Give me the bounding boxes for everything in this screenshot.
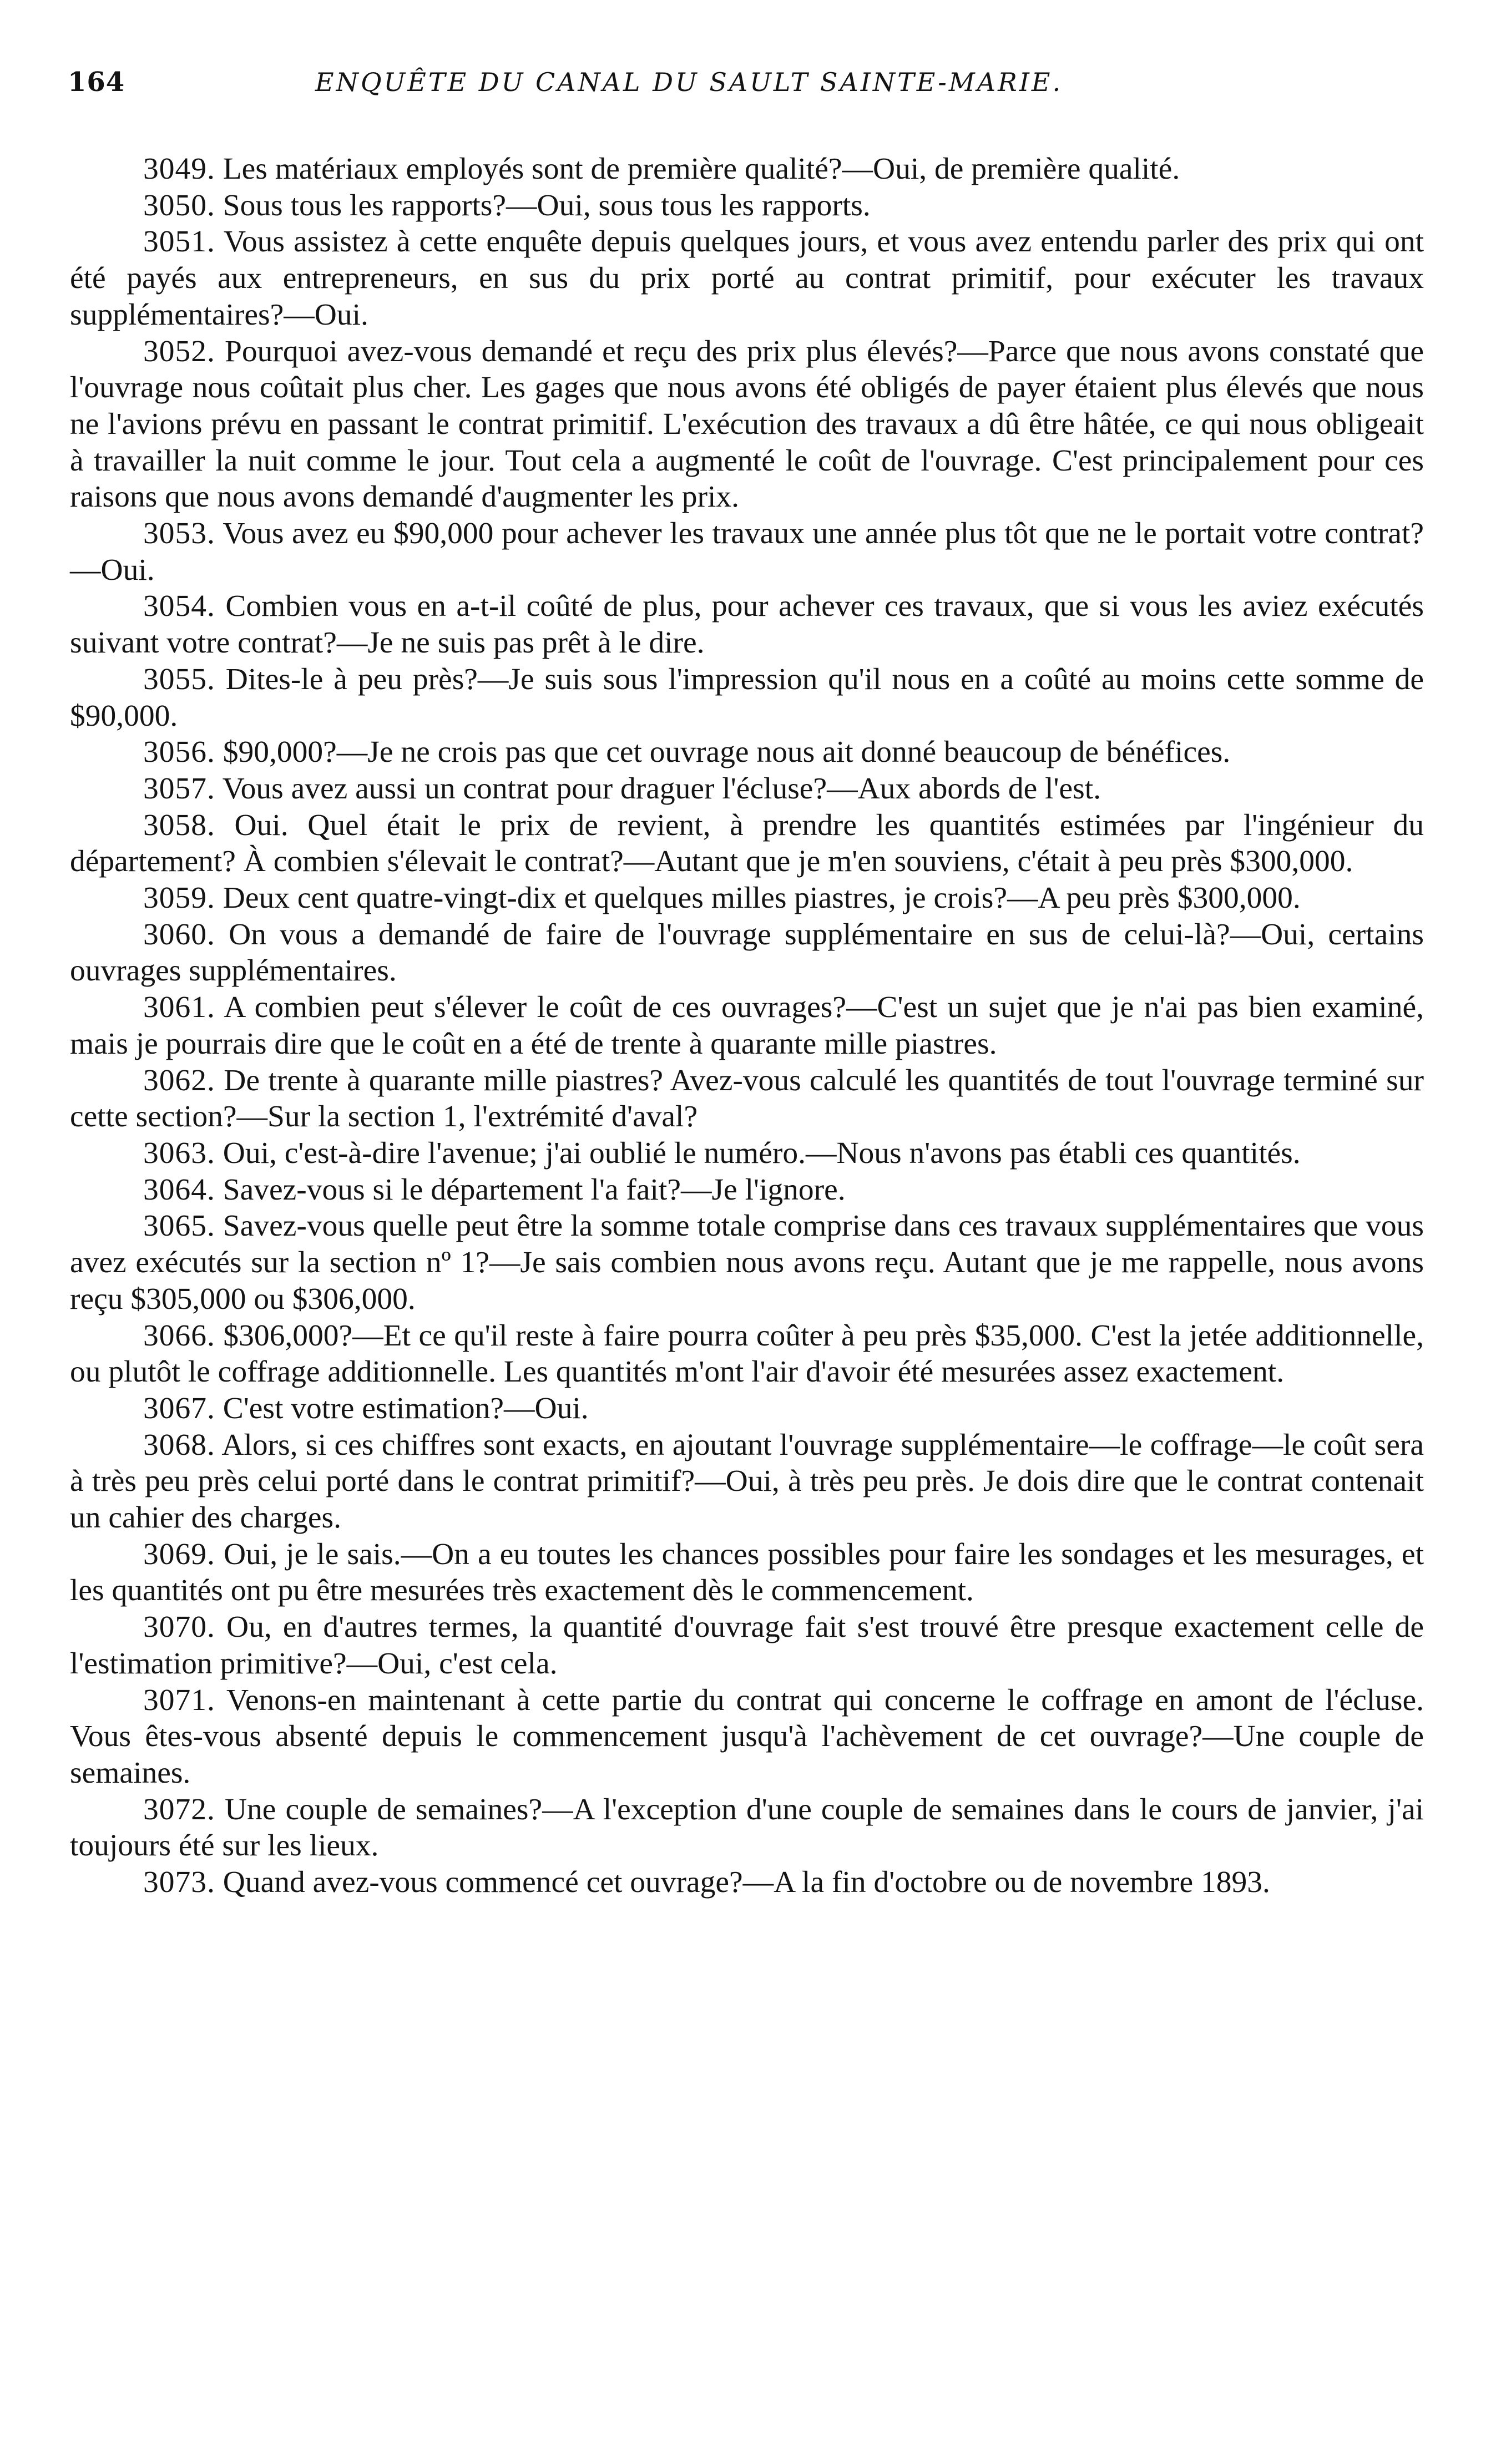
entry-text: Dites-le à peu près?—Je suis sous l'impression qu'il nous en a coûté au moins cette somme de $90,000. xyxy=(70,662,1424,733)
question-number: 3072. xyxy=(143,1792,215,1827)
question-number: 3058. xyxy=(143,808,215,842)
question-number: 3064. xyxy=(143,1172,215,1207)
question-number: 3062. xyxy=(143,1063,215,1097)
testimony-body xyxy=(70,151,1424,1901)
testimony-entry xyxy=(70,1172,1424,1208)
testimony-entry xyxy=(70,588,1424,661)
entry-text: Ou, en d'autres termes, la quantité d'ouvrage fait s'est trouvé être presque exactement celle de l'estimation primitive?—Oui, c'est cela. xyxy=(70,1610,1424,1681)
entry-text: Alors, si ces chiffres sont exacts, en ajoutant l'ouvrage supplémentaire—le coffrage—le coût sera à très peu près celui porté dans le contrat primitif?—Oui, à très peu près. Je dois dire que le contrat contenait un cahier des charges. xyxy=(70,1428,1424,1535)
entry-text: Sous tous les rapports?—Oui, sous tous les rapports. xyxy=(223,188,871,222)
testimony-entry xyxy=(70,1427,1424,1536)
entry-text: Oui, je le sais.—On a eu toutes les chances possibles pour faire les sondages et les mesurages, et les quantités ont pu être mesurées très exactement dès le commencement. xyxy=(70,1537,1424,1608)
question-number: 3065. xyxy=(143,1209,215,1243)
entry-text: A combien peut s'élever le coût de ces ouvrages?—C'est un sujet que je n'ai pas bien examiné, mais je pourrais dire que le coût en a été de trente à quarante mille piastres. xyxy=(70,990,1424,1061)
testimony-entry xyxy=(70,661,1424,734)
testimony-entry xyxy=(70,224,1424,333)
entry-text: Vous avez aussi un contrat pour draguer l'écluse?—Aux abords de l'est. xyxy=(222,771,1101,806)
entry-text: Pourquoi avez-vous demandé et reçu des prix plus élevés?—Parce que nous avons constaté que l'ouvrage nous coûtait plus cher. Les gages que nous avons été obligés de payer étaient plus élevés que nous ne l'avions prévu en passant le contrat primitif. L'exécution des travaux a dû être hâtée, ce qui nous obligeait à travailler la nuit comme le jour. Tout cela a augmenté le coût de l'ouvrage. C'est principalement pour ces raisons que nous avons demandé d'augmenter les prix. xyxy=(70,334,1424,514)
entry-text: Quand avez-vous commencé cet ouvrage?—A la fin d'octobre ou de novembre 1893. xyxy=(223,1865,1270,1900)
question-number: 3069. xyxy=(143,1537,215,1571)
testimony-entry xyxy=(70,807,1424,880)
question-number: 3053. xyxy=(143,517,215,551)
question-number: 3071. xyxy=(143,1683,215,1717)
testimony-entry xyxy=(70,1208,1424,1317)
testimony-entry xyxy=(70,151,1424,188)
question-number: 3060. xyxy=(143,917,215,952)
testimony-entry xyxy=(70,1318,1424,1390)
question-number: 3073. xyxy=(143,1865,215,1900)
question-number: 3066. xyxy=(143,1318,215,1353)
testimony-entry xyxy=(70,333,1424,516)
entry-text: Vous avez eu $90,000 pour achever les travaux une année plus tôt que ne le portait votre contrat?—Oui. xyxy=(70,517,1424,587)
question-number: 3070. xyxy=(143,1610,215,1645)
testimony-entry xyxy=(70,515,1424,588)
testimony-entry xyxy=(70,1609,1424,1682)
testimony-entry xyxy=(70,734,1424,771)
testimony-entry xyxy=(70,1062,1424,1135)
entry-text: Oui, c'est-à-dire l'avenue; j'ai oublié le numéro.—Nous n'avons pas établi ces quantités. xyxy=(223,1136,1301,1170)
page-header xyxy=(55,60,1398,104)
question-number: 3068. xyxy=(143,1428,215,1462)
question-number: 3067. xyxy=(143,1391,215,1425)
running-title: ENQUÊTE DU CANAL DU SAULT SAINTE-MARIE. xyxy=(315,67,1063,97)
question-number: 3054. xyxy=(143,589,215,624)
entry-text: Savez-vous quelle peut être la somme totale comprise dans ces travaux supplémentaires que vous avez exécutés sur la section nº 1?—Je sais combien nous avons reçu. Autant que je me rappelle, nous avons reçu $305,000 ou $306,000. xyxy=(70,1209,1424,1316)
entry-text: C'est votre estimation?—Oui. xyxy=(223,1391,589,1425)
question-number: 3057. xyxy=(143,771,215,806)
entry-text: Vous assistez à cette enquête depuis quelques jours, et vous avez entendu parler des prix qui ont été payés aux entrepreneurs, en sus du prix porté au contrat primitif, pour exécuter les travaux supplémentaires?—Oui. xyxy=(70,225,1424,332)
question-number: 3059. xyxy=(143,881,215,915)
question-number: 3063. xyxy=(143,1136,215,1170)
entry-text: $90,000?—Je ne crois pas que cet ouvrage nous ait donné beaucoup de bénéfices. xyxy=(223,735,1231,770)
question-number: 3061. xyxy=(143,990,215,1025)
testimony-entry xyxy=(70,917,1424,989)
testimony-entry xyxy=(70,989,1424,1062)
testimony-entry xyxy=(70,880,1424,917)
testimony-entry xyxy=(70,1864,1424,1901)
page-number: 164 xyxy=(68,67,125,98)
testimony-entry xyxy=(70,188,1424,224)
entry-text: Combien vous en a-t-il coûté de plus, pour achever ces travaux, que si vous les aviez exécutés suivant votre contrat?—Je ne suis pas prêt à le dire. xyxy=(70,589,1424,660)
question-number: 3055. xyxy=(143,662,215,696)
entry-text: Deux cent quatre-vingt-dix et quelques milles piastres, je crois?—A peu près $300,000. xyxy=(223,881,1301,915)
testimony-entry xyxy=(70,1792,1424,1864)
question-number: 3051. xyxy=(143,225,215,259)
entry-text: De trente à quarante mille piastres? Avez-vous calculé les quantités de tout l'ouvrage terminé sur cette section?—Sur la section 1, l'extrémité d'aval? xyxy=(70,1063,1424,1134)
testimony-entry xyxy=(70,1390,1424,1427)
testimony-entry xyxy=(70,1135,1424,1172)
testimony-entry xyxy=(70,1682,1424,1792)
entry-text: Venons-en maintenant à cette partie du contrat qui concerne le coffrage en amont de l'écluse. Vous êtes-vous absenté depuis le commencement jusqu'à l'achèvement de cet ouvrage?—Une couple de semaines. xyxy=(70,1683,1424,1790)
entry-text: Une couple de semaines?—A l'exception d'une couple de semaines dans le cours de janvier, j'ai toujours été sur les lieux. xyxy=(70,1792,1424,1863)
question-number: 3050. xyxy=(143,188,215,222)
question-number: 3056. xyxy=(143,735,215,770)
question-number: 3052. xyxy=(143,334,215,368)
entry-text: Savez-vous si le département l'a fait?—Je l'ignore. xyxy=(223,1172,846,1207)
entry-text: $306,000?—Et ce qu'il reste à faire pourra coûter à peu près $35,000. C'est la jetée additionnelle, ou plutôt le coffrage additionnelle. Les quantités m'ont l'air d'avoir été mesurées assez exactement. xyxy=(70,1318,1424,1389)
entry-text: On vous a demandé de faire de l'ouvrage supplémentaire en sus de celui-là?—Oui, certains ouvrages supplémentaires. xyxy=(70,917,1424,988)
question-number: 3049. xyxy=(143,152,215,186)
entry-text: Oui. Quel était le prix de revient, à prendre les quantités estimées par l'ingénieur du département? À combien s'élevait le contrat?—Autant que je m'en souviens, c'était à peu près $300,000. xyxy=(70,808,1424,879)
testimony-entry xyxy=(70,1536,1424,1609)
testimony-entry xyxy=(70,771,1424,807)
entry-text: Les matériaux employés sont de première qualité?—Oui, de première qualité. xyxy=(223,152,1180,186)
